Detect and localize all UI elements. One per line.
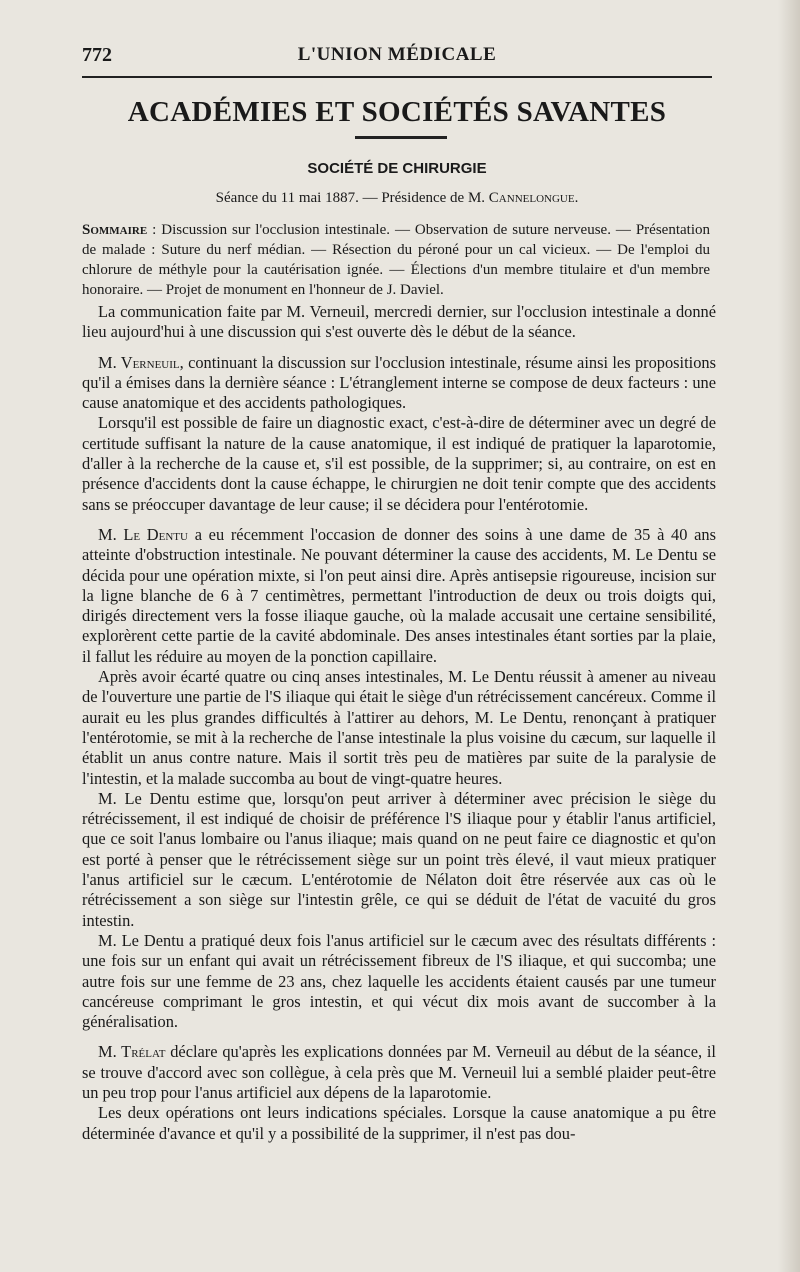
paragraph-8 xyxy=(82,1042,716,1103)
paragraph-7: M. Le Dentu a pratiqué deux fois l'anus artificiel sur le cæcum avec des résultats différents : une fois sur un enfant qui avait un rétrécissement fibreux de l'S iliaque, et qui succomba; une autre fois sur une femme de 23 ans, chez laquelle les accidents étaient causés par une tumeur cancéreuse comprimant le gros intestin, et qui vécut dix mois avant de succomber à la généralisation. xyxy=(82,930,716,1032)
running-header xyxy=(82,44,712,78)
page-number: 772 xyxy=(82,44,112,66)
paragraph-2 xyxy=(82,353,716,414)
paragraph-4 xyxy=(82,525,716,667)
society-title: SOCIÉTÉ DE CHIRURGIE xyxy=(307,160,487,177)
title-rule xyxy=(355,136,447,139)
speaker-verneuil: M. Verneuil xyxy=(98,352,180,372)
paragraph-3: Lorsqu'il est possible de faire un diagnostic exact, c'est-à-dire de déterminer avec un degré de certitude suffisant la nature de la cause anatomique, il est indiqué de pratiquer la laparotomie, d'aller à la recherche de la cause et, s'il est possible, de la supprimer; si, au contraire, on est en présence d'accidents dont la cause échappe, le chirurgien ne doit tenir compte que des accidents sans se préoccuper davantage de leur cause; il se décidera pour l'entérotomie. xyxy=(82,413,716,514)
journal-title: L'UNION MÉDICALE xyxy=(297,44,497,65)
page-edge-shadow xyxy=(778,0,800,1272)
paragraph-5: Après avoir écarté quatre ou cinq anses intestinales, M. Le Dentu réussit à amener au niveau de l'ouverture une partie de l'S iliaque qui était le siège d'un rétrécissement cancéreux. Comme il aurait eu les plus grandes difficultés à l'attirer au dehors, M. Le Dentu, renonçant à pratiquer l'entérotomie, se mit à la recherche de l'anse intestinale la plus voisine du cæcum, sur laquelle il établit un anus contre nature. Mais il sortit très peu de matières par suite de la paralysie de l'intestin, et la malade succomba au bout de vingt-quatre heures. xyxy=(82,667,716,788)
speaker-le-dentu: M. Le Dentu xyxy=(98,524,188,544)
speaker-trelat: M. Trélat xyxy=(98,1042,166,1062)
paragraph-2-text: , continuant la discussion sur l'occlusion intestinale, résume ainsi les propositions qu'il a émises dans la dernière séance : L'étranglement interne se compose de deux facteurs : une cause anatomique et des accidents pathologiques. xyxy=(82,352,716,413)
summary-text: : Discussion sur l'occlusion intestinale. — Observation de suture nerveuse. — Présentation de malade : Suture du nerf médian. — Résection du péroné pour un cal vicieux. — De l'emploi du chlorure de méthyle pour la cautérisation ignée. — Élections d'un membre titulaire et d'un membre honoraire. — Projet de monument en l'honneur de J. Daviel. xyxy=(82,222,710,298)
session-line xyxy=(82,190,712,207)
paragraph-8-text: déclare qu'après les explications données par M. Verneuil au début de la séance, il se trouve d'accord avec son collègue, à cela près que M. Verneuil lui a semblé plaider peut-être un peu trop pour l'anus artificiel aux dépens de la laparotomie. xyxy=(82,1042,716,1102)
summary-label: Sommaire xyxy=(82,222,148,238)
session-president: Cannelongue. xyxy=(488,190,579,206)
session-text: Séance du 11 mai 1887. — Présidence de M. xyxy=(215,190,489,206)
section-title: ACADÉMIES ET SOCIÉTÉS SAVANTES xyxy=(127,96,667,128)
paragraph-6: M. Le Dentu estime que, lorsqu'on peut arriver à déterminer avec précision le siège du rétrécissement, il est indiqué de choisir de préférence l'S iliaque pour y établir l'anus artificiel, que ce soit l'anus lombaire ou l'anus iliaque; mais quand on ne peut faire ce diagnostic et qu'on est porté à penser que le rétrécissement siège sur un point très élevé, il vaut mieux pratiquer l'anus artificiel sur le cæcum. L'entérotomie de Nélaton doit être réservée aux cas où le rétrécissement a son siège sur l'intestin grêle, ce qui se déduit de l'état de vacuité du gros intestin. xyxy=(82,788,716,930)
paragraph-1: La communication faite par M. Verneuil, mercredi dernier, sur l'occlusion intestinale a donné lieu aujourd'hui à une discussion qui s'est ouverte dès le début de la séance. xyxy=(82,302,716,342)
summary-block xyxy=(82,220,710,300)
paragraph-4-text: a eu récemment l'occasion de donner des soins à une dame de 35 à 40 ans atteinte d'obstruction intestinale. Ne pouvant déterminer la cause des accidents, M. Le Dentu se décida pour une opération mixte, si l'on peut ainsi dire. Après antisepsie rigoureuse, incision sur la ligne blanche de 6 à 7 centimètres, permettant l'introduction de deux ou trois doigts qui, dirigés directement vers la fosse iliaque gauche, où la malade accusait une certaine sensibilité, explorèrent cette partie de la cavité abdominale. Des anses intestinales étant sorties par la plaie, il fallut les réduire au moyen de la ponction capillaire. xyxy=(82,524,717,666)
article-body xyxy=(82,302,716,1144)
paragraph-9: Les deux opérations ont leurs indications spéciales. Lorsque la cause anatomique a pu être déterminée d'avance et qu'il y a possibilité de la supprimer, il n'est pas dou- xyxy=(82,1103,716,1143)
